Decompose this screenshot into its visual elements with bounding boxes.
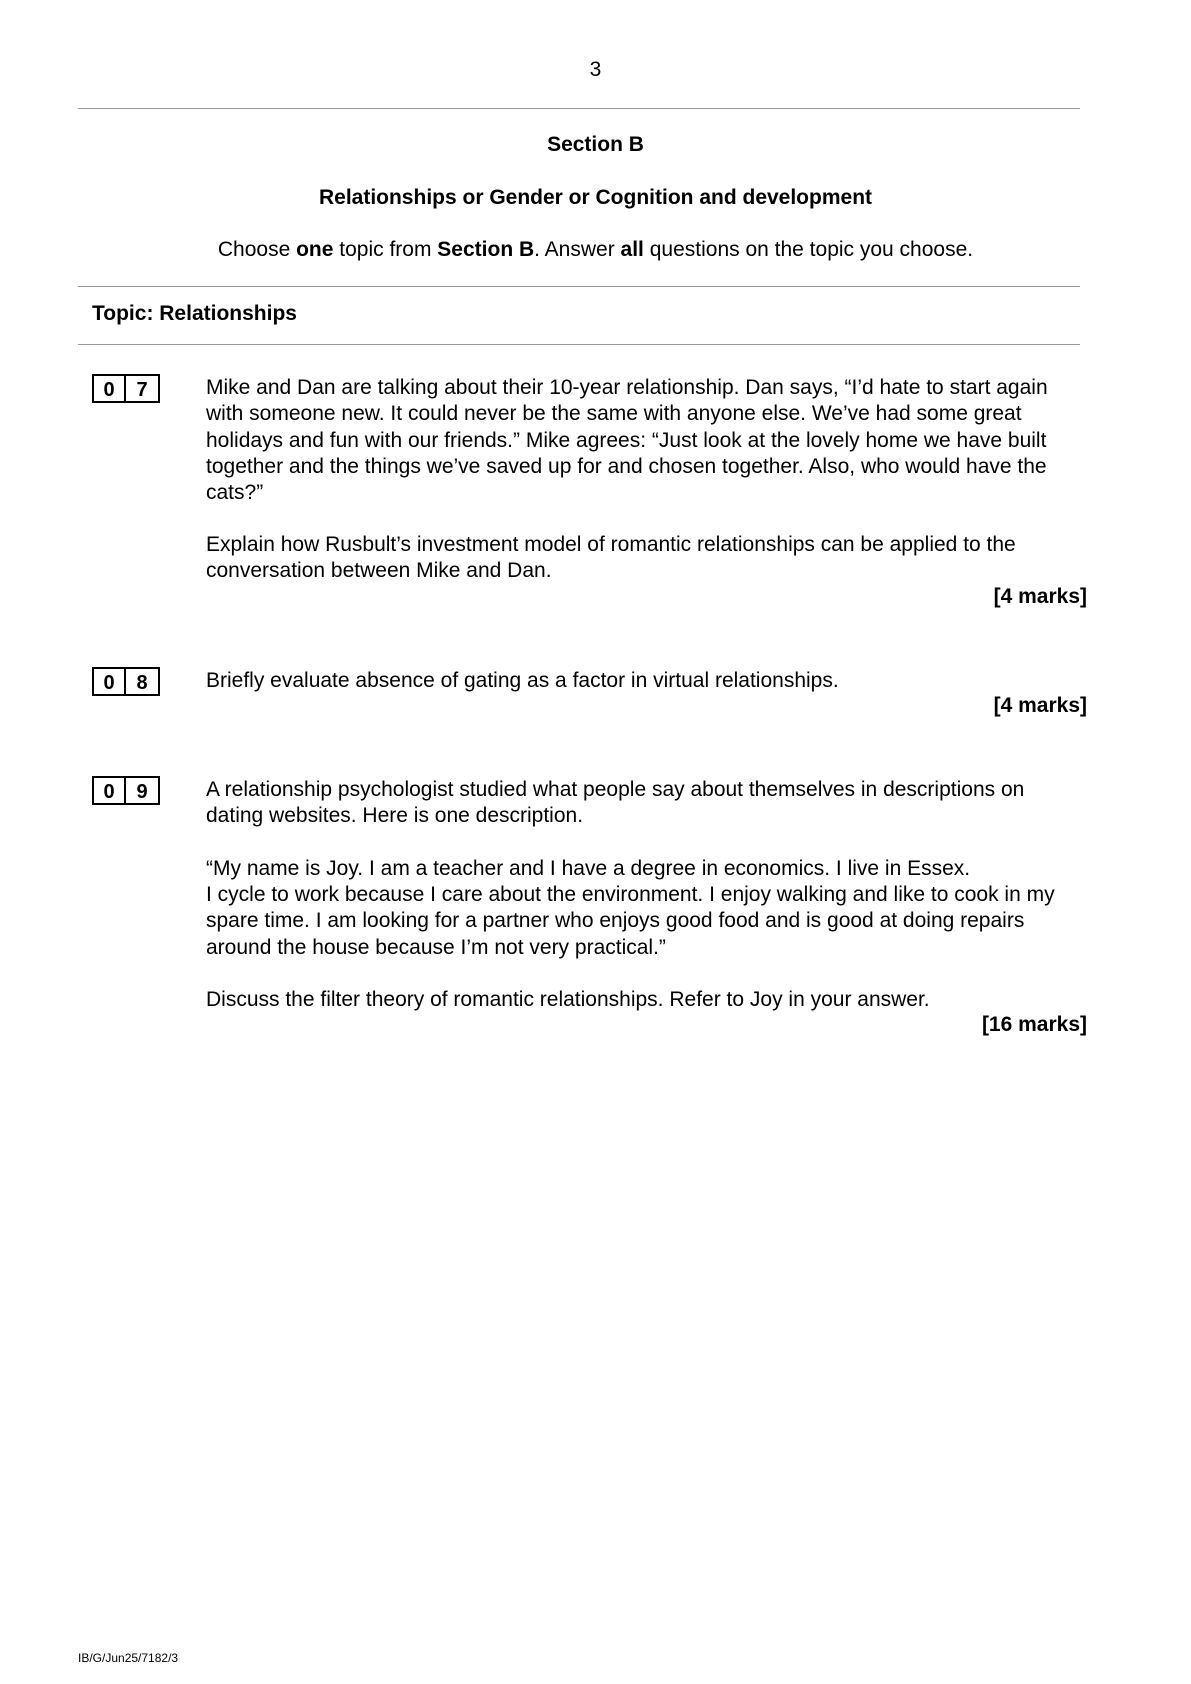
question-number-box-09 xyxy=(92,776,160,805)
question-digit: 0 xyxy=(92,374,126,403)
topic-divider-bottom xyxy=(78,344,1080,345)
question-07-stem: Mike and Dan are talking about their 10-year relationship. Dan says, “I’d hate to start again with someone new. It could never be the same with anyone else. We’ve had some great holidays and fun with our friends.” Mike agrees: “Just look at the lovely home we have built together and the things we’ve saved up for and chosen together. Also, who would have the cats?” xyxy=(206,376,1048,505)
question-09-stem: A relationship psychologist studied what people say about themselves in descriptions on dating websites. Here is one description. xyxy=(206,778,1025,828)
question-digit: 0 xyxy=(92,776,126,805)
question-09-quote-line-1: “My name is Joy. I am a teacher and I have a degree in economics. I live in Essex. xyxy=(206,857,971,880)
question-09-marks: [16 marks] xyxy=(981,1013,1087,1036)
header-divider xyxy=(78,108,1080,109)
topic-heading: Topic: Relationships xyxy=(92,302,297,325)
question-number-box-08 xyxy=(92,667,160,696)
question-07-marks: [4 marks] xyxy=(993,585,1087,608)
section-title: Section B xyxy=(547,133,644,156)
question-08-marks: [4 marks] xyxy=(993,694,1087,717)
page-number: 3 xyxy=(589,58,602,81)
question-digit: 8 xyxy=(126,667,160,696)
footer-code: IB/G/Jun25/7182/3 xyxy=(78,1651,179,1665)
question-number-box-07 xyxy=(92,374,160,403)
topic-divider-top xyxy=(78,286,1080,287)
question-09-quote-rest: I cycle to work because I care about the environment. I enjoy walking and like to cook in my spare time. I am looking for a partner who enjoys good food and is good at doing repairs around the house because I’m not very practical.” xyxy=(206,883,1055,959)
question-digit: 0 xyxy=(92,667,126,696)
question-09-task: Discuss the filter theory of romantic relationships. Refer to Joy in your answer. xyxy=(206,988,930,1011)
question-digit: 9 xyxy=(126,776,160,805)
question-07-task: Explain how Rusbult’s investment model of romantic relationships can be applied to the conversation between Mike and Dan. xyxy=(206,533,1016,583)
section-subtitle: Relationships or Gender or Cognition and development xyxy=(318,186,873,209)
question-digit: 7 xyxy=(126,374,160,403)
section-instruction: Choose one topic from Section B. Answer all questions on the topic you choose. xyxy=(217,238,974,261)
question-08-task: Briefly evaluate absence of gating as a factor in virtual relationships. xyxy=(206,669,839,692)
